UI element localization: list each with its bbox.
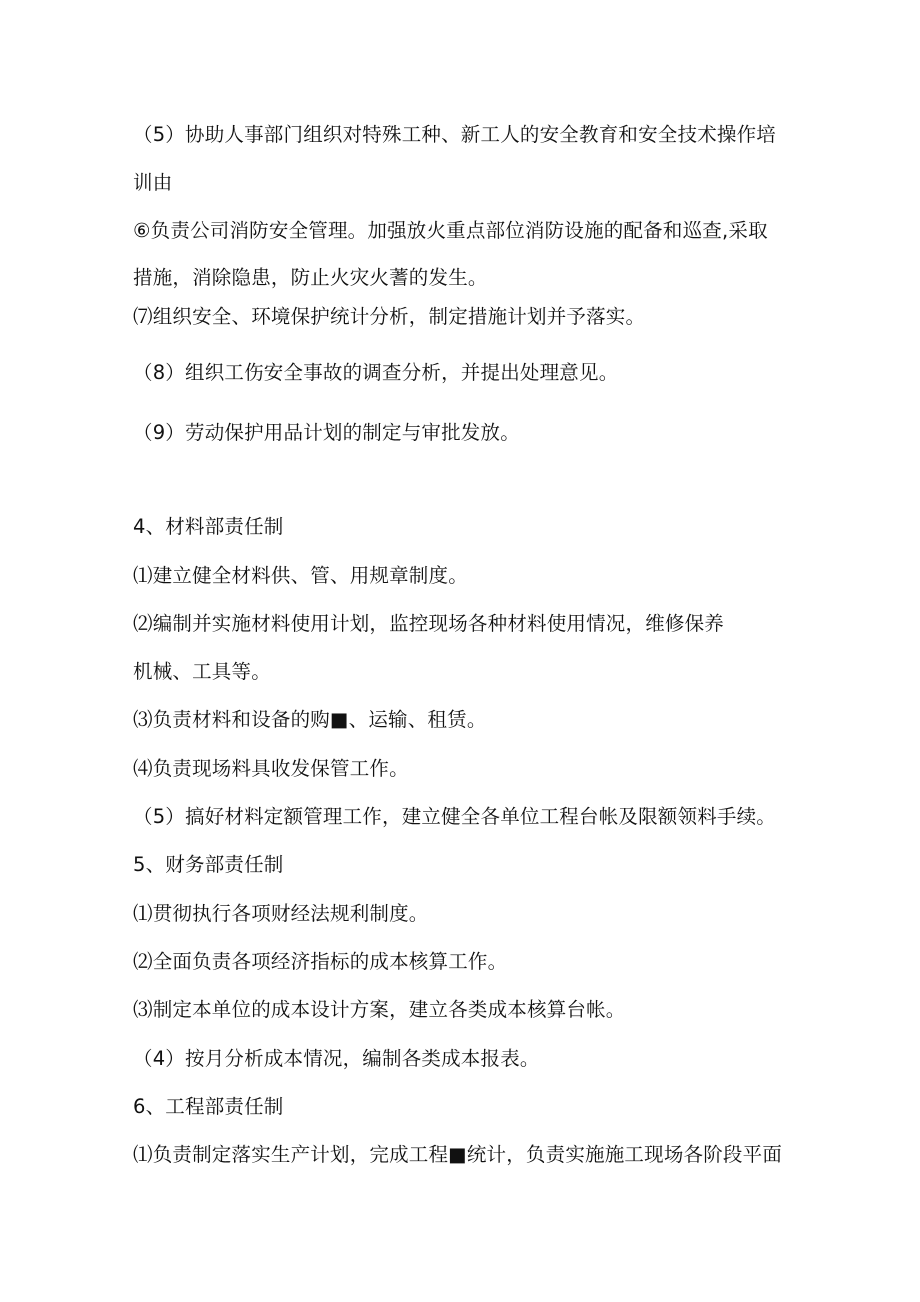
text-line: 措施，消除隐患，防止火灾火蓍的发生。 (133, 266, 488, 289)
text-line: ⑥负责公司消防安全管理。加强放火重点部位消防设施的配备和巡查,采取 (133, 219, 768, 242)
text-line: 训由 (133, 171, 173, 194)
text-line: 机械、工具等。 (133, 660, 271, 683)
text-line: （4）按月分析成本情况，编制各类成本报表。 (133, 1047, 540, 1070)
text-line: （5）协助人事部门组织对特殊工种、新工人的安全教育和安全技术操作培 (133, 123, 777, 146)
text-line: ⑶负责材料和设备的购■、运输、租赁。 (133, 708, 487, 731)
section-heading: 4、材料部责任制 (133, 515, 284, 538)
text-line: （8）组织工伤安全事故的调查分析，并提出处理意见。 (133, 361, 619, 384)
text-line: ⑶制定本单位的成本设计方案，建立各类成本核算台帐。 (133, 998, 626, 1021)
text-line: ⑷负责现场料具收发保管工作。 (133, 757, 409, 780)
text-line: ⑴贯彻执行各项财经法规利制度。 (133, 902, 429, 925)
text-line: ⑴建立健全材料供、管、用规章制度。 (133, 564, 468, 587)
text-line: （5）搞好材料定额管理工作，建立健全各单位工程台帐及限额领料手续。 (133, 805, 777, 828)
text-line: （9）劳动保护用品计划的制定与审批发放。 (133, 421, 520, 444)
text-line: ⑵全面负责各项经济指标的成本核算工作。 (133, 950, 508, 973)
text-line: ⑵编制并实施材料使用计划，监控现场各种材料使用情况，维修保养 (133, 612, 725, 635)
text-line: ⑴负责制定落实生产计划，完成工程■统计，负责实施施工现场各阶段平面 (133, 1143, 783, 1166)
section-heading: 5、财务部责任制 (133, 853, 284, 876)
text-line: ⑺组织安全、环境保护统计分析，制定措施计划并予落实。 (133, 305, 646, 328)
section-heading: 6、工程部责任制 (133, 1095, 284, 1118)
